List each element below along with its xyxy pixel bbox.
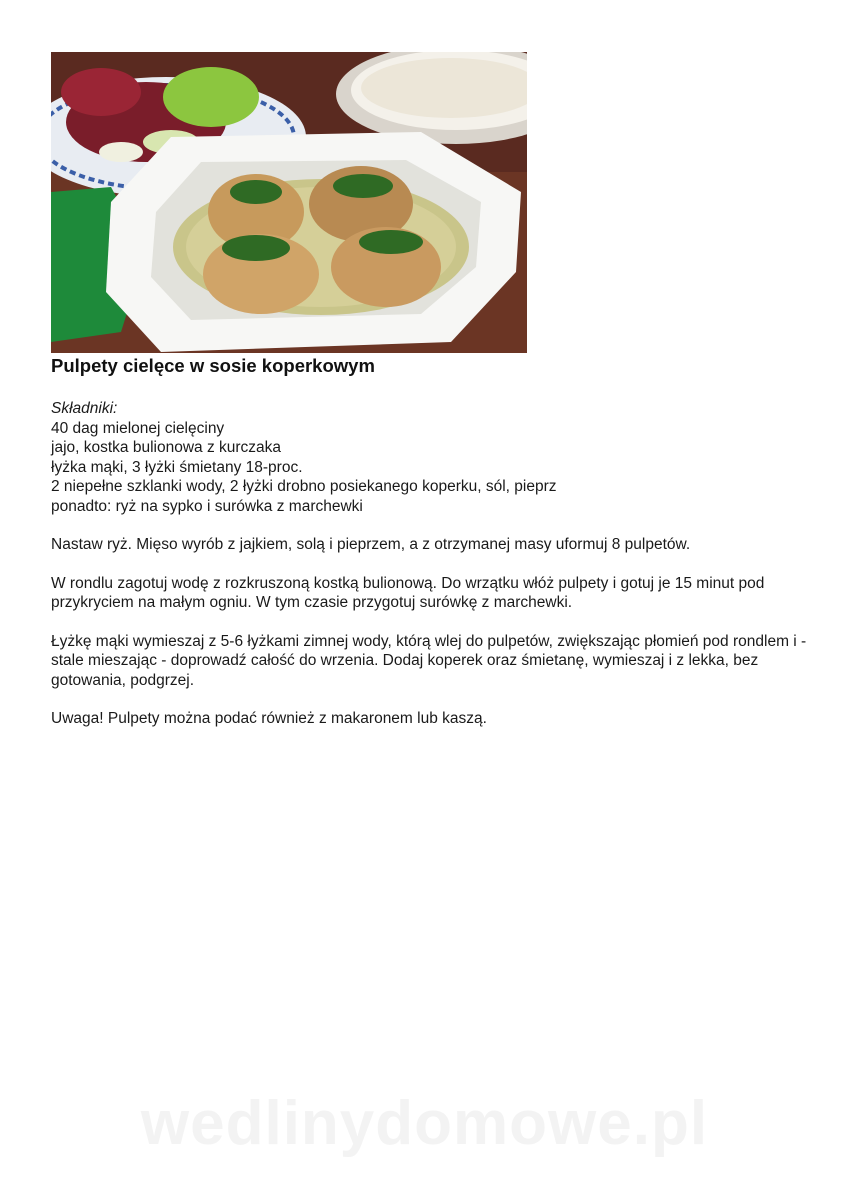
step-paragraph: Łyżkę mąki wymieszaj z 5-6 łyżkami zimnej wody, którą wlej do pulpetów, zwiększając płomień pod rondlem i - stale mieszając - doprowadź całość do wrzenia. Dodaj koperek oraz śmietanę, wymieszaj i z lekka, bez gotowania, podgrzej.: [51, 632, 807, 689]
step-paragraph: W rondlu zagotuj wodę z rozkruszoną kostką bulionową. Do wrzątku włóż pulpety i gotuj je 15 minut pod przykryciem na małym ogniu. W tym czasie przygotuj surówkę z marchewki.: [51, 574, 765, 611]
recipe-title: Pulpety cielęce w sosie koperkowym: [51, 355, 375, 376]
note-paragraph: Uwaga! Pulpety można podać również z makaronem lub kaszą.: [51, 710, 487, 727]
recipe-photo: [51, 52, 527, 353]
ingredient-item: 40 dag mielonej cielęciny: [51, 419, 225, 437]
step-paragraph: Nastaw ryż. Mięso wyrób z jajkiem, solą i pieprzem, a z otrzymanej masy uformuj 8 pulpetów.: [51, 536, 691, 553]
ingredients-heading: Składniki:: [51, 400, 118, 417]
ingredient-item: ponadto: ryż na sypko i surówka z marchewki: [51, 497, 363, 515]
ingredient-item: jajo, kostka bulionowa z kurczaka: [51, 439, 282, 456]
recipe-body: [51, 399, 811, 729]
watermark: wedlinydomowe.pl: [140, 1089, 709, 1158]
ingredient-item: 2 niepełne szklanki wody, 2 łyżki drobno posiekanego koperku, sól, pieprz: [51, 478, 557, 495]
ingredient-item: łyżka mąki, 3 łyżki śmietany 18-proc.: [51, 458, 303, 476]
ingredients-list: [51, 419, 811, 517]
